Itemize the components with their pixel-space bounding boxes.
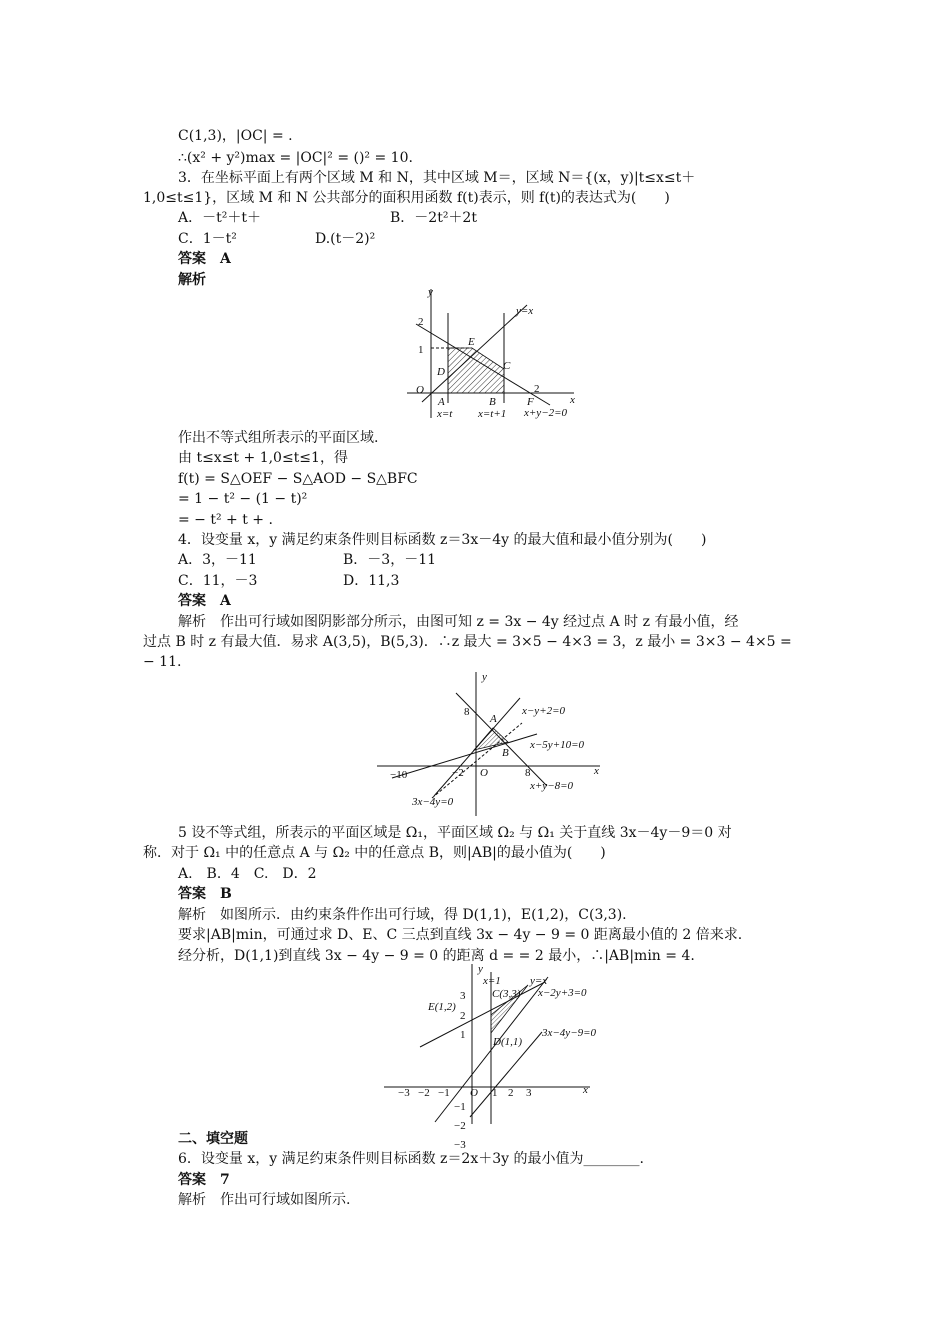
origin-label: O	[416, 384, 424, 396]
point-label-c: C(3,3)	[492, 988, 521, 1000]
tick-label: 3	[526, 1087, 532, 1099]
line-x-minus-2y-plus-3	[420, 982, 545, 1047]
line-label: 3x−4y−9=0	[542, 1027, 597, 1039]
question-3: 3．在坐标平面上有两个区域 M 和 N，其中区域 M＝，区域 N＝{(x，y)|t≤x≤t＋	[178, 170, 696, 186]
point-label-c: C	[503, 360, 511, 372]
option-b: B．－3，－11	[343, 552, 437, 568]
point-label-e: E	[468, 336, 475, 348]
option-a: A．3，－11	[178, 552, 257, 568]
analysis: 解析 作出可行域如图阴影部分所示，由图可知 z = 3x − 4y 经过点 A 时 z 有最小值，经	[178, 614, 739, 630]
tick-label: 1	[418, 344, 424, 356]
point-label-f: F	[527, 396, 534, 408]
section-heading: 二、填空题	[178, 1131, 248, 1147]
tick-label: 3	[460, 990, 466, 1002]
answer: 答案 A	[178, 593, 231, 609]
answer: 答案 A	[178, 251, 231, 267]
analysis: 解析 如图所示．由约束条件作出可行域，得 D(1,1)，E(1,2)，C(3,3).	[178, 907, 627, 923]
x-axis-label: x	[583, 1084, 588, 1096]
text-line: 要求|AB|min，可通过求 D、E、C 三点到直线 3x − 4y − 9 = 0 距离最小值的 2 倍来求.	[178, 927, 743, 943]
option-d: D．11,3	[343, 573, 400, 589]
line-label: y=x	[530, 975, 548, 987]
text-line: 经分析，D(1,1)到直线 3x − 4y − 9 = 0 的距离 d = = 2 最小，∴|AB|min = 4.	[178, 948, 695, 964]
origin-label: O	[480, 767, 488, 779]
analysis-label: 解析	[178, 272, 206, 288]
line-label: x+y−8=0	[530, 780, 574, 792]
line-3x-minus-4y	[432, 723, 522, 798]
tick-label: 8	[525, 767, 531, 779]
figure-2	[372, 668, 612, 818]
line-label: y=x	[516, 305, 534, 317]
y-axis-label: y	[428, 286, 433, 298]
figure-3	[380, 962, 610, 1151]
line-label: x−y+2=0	[522, 705, 566, 717]
option-c: C．1－t²	[178, 231, 237, 247]
options: A. B．4 C. D．2	[178, 866, 317, 882]
tick-label: 8	[464, 706, 470, 718]
point-label-a: A	[438, 396, 445, 408]
tick-label: −2	[454, 1120, 466, 1132]
x-axis-label: x	[594, 765, 599, 777]
question-5: 5 设不等式组，所表示的平面区域是 Ω₁，平面区域 Ω₂ 与 Ω₁ 关于直线 3x－4y－9＝0 对	[178, 825, 732, 841]
line-label: x−2y+3=0	[538, 987, 587, 999]
figure-1	[402, 283, 592, 423]
text-line: 称．对于 Ω₁ 中的任意点 A 与 Ω₂ 中的任意点 B，则|AB|的最小值为( )	[143, 845, 606, 861]
formula-line: = 1 − t² − (1 − t)²	[178, 491, 308, 507]
line-label: x=t+1	[478, 408, 507, 420]
y-axis-label: y	[482, 671, 487, 683]
answer: 答案 B	[178, 886, 232, 902]
line-label: x=t	[437, 408, 453, 420]
analysis: 解析 作出可行域如图所示.	[178, 1192, 351, 1208]
line-label: x−5y+10=0	[530, 739, 585, 751]
question-4: 4．设变量 x，y 满足约束条件则目标函数 z＝3x－4y 的最大值和最小值分别为( )	[178, 532, 707, 548]
text-line: − 11.	[143, 654, 182, 670]
formula-line: = − t² + t + .	[178, 512, 273, 528]
point-label-b: B	[502, 747, 509, 759]
tick-label: −1	[438, 1087, 450, 1099]
point-label-a: A	[490, 713, 497, 725]
tick-label: −3	[454, 1139, 466, 1151]
option-b: B．－2t²＋2t	[390, 210, 477, 226]
x-axis-label: x	[570, 394, 575, 406]
line-label: x=1	[483, 975, 501, 987]
text-line: C(1,3)，|OC| = .	[178, 128, 293, 144]
tick-label: −2	[418, 1087, 430, 1099]
option-a: A．－t²＋t＋	[178, 210, 261, 226]
tick-label: −3	[398, 1087, 410, 1099]
option-c: C．11，－3	[178, 573, 258, 589]
tick-label: −1	[454, 1101, 466, 1113]
tick-label: 1	[492, 1087, 498, 1099]
answer: 答案 7	[178, 1172, 230, 1188]
point-label-d: D	[437, 366, 445, 378]
point-label-d: D(1,1)	[493, 1036, 523, 1048]
tick-label: −10	[390, 769, 408, 781]
text-line: 作出不等式组所表示的平面区域.	[178, 430, 379, 446]
formula-line: f(t) = S△OEF − S△AOD − S△BFC	[178, 471, 418, 487]
text-line: 过点 B 时 z 有最大值．易求 A(3,5)，B(5,3)．∴z 最大 = 3×5 − 4×3 = 3，z 最小 = 3×3 − 4×5 =	[143, 634, 792, 650]
tick-label: 2	[460, 1010, 466, 1022]
tick-label: 2	[534, 383, 540, 395]
question-6: 6．设变量 x，y 满足约束条件则目标函数 z＝2x＋3y 的最小值为________.	[178, 1151, 644, 1167]
text-line: 1,0≤t≤1}，区域 M 和 N 公共部分的面积用函数 f(t)表示，则 f(t)的表达式为( )	[143, 190, 670, 206]
tick-label: 2	[418, 316, 424, 328]
text-line: ∴(x² + y²)max = |OC|² = ()² = 10.	[178, 150, 413, 166]
tick-label: 1	[460, 1029, 466, 1041]
origin-label: O	[470, 1087, 478, 1099]
line-label: 3x−4y=0	[412, 796, 454, 808]
y-axis-label: y	[478, 963, 483, 975]
tick-label: 2	[508, 1087, 514, 1099]
point-label-b: B	[489, 396, 496, 408]
point-label-e: E(1,2)	[428, 1001, 456, 1013]
option-d: D.(t－2)²	[315, 231, 376, 247]
line-label: x+y−2=0	[524, 407, 568, 419]
tick-label: −2	[452, 767, 464, 779]
text-line: 由 t≤x≤t + 1,0≤t≤1，得	[178, 450, 348, 466]
